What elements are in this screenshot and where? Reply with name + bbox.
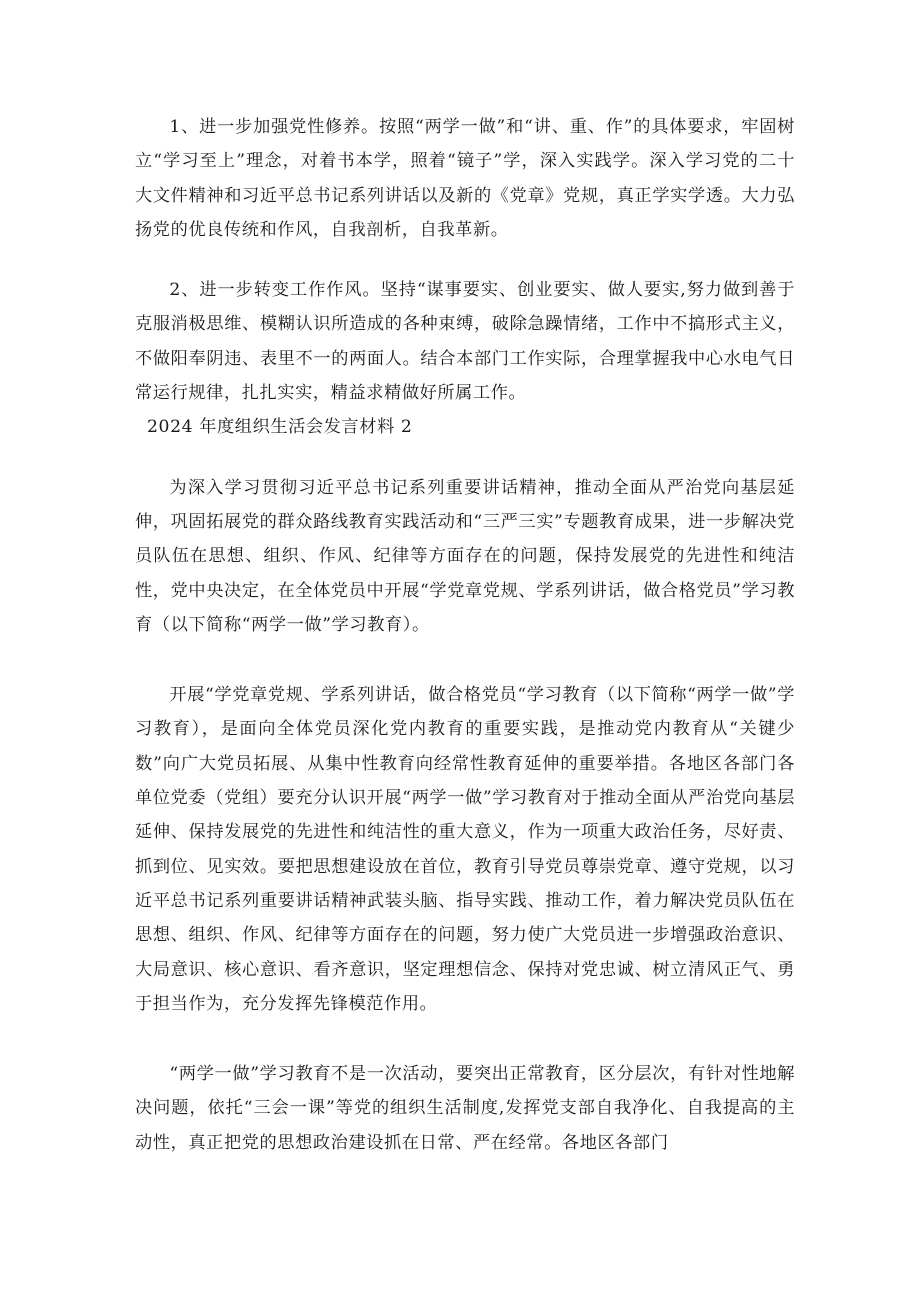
paragraph-4: 开展“学党章党规、学系列讲话，做合格党员“学习教育（以下简称“两学一做”学习教育），是面向全体党员深化党内教育的重要实践，是推动党内教育从“关键少数”向广大党员拓展、从集中性教育向经常性教育延伸的重要举措。各地区各部门各单位党委（党组）要充分认识开展“两学一做”学习教育对于推动全面从严治党向基层延伸、保持发展党的先进性和纯洁性的重大意义，作为一项重大政治任务，尽好责、抓到位、见实效。要把思想建设放在首位，教育引导党员尊崇党章、遵守党规，以习近平总书记系列重要讲话精神武装头脑、指导实践、推动工作，着力解决党员队伍在思想、组织、作风、纪律等方面存在的问题，努力使广大党员进一步增强政治意识、大局意识、核心意识、看齐意识，坚定理想信念、保持对党忠诚、树立清风正气、勇于担当作为，充分发挥先锋模范作用。 — [135, 685, 795, 1014]
spacer — [135, 1021, 795, 1057]
section-heading: 2024 年度组织生活会发言材料 2 — [147, 417, 413, 438]
paragraph-5: “两学一做”学习教育不是一次活动，要突出正常教育，区分层次，有针对性地解决问题，依托“三会一课”等党的组织生活制度,发挥党支部自我净化、自我提高的主动性，真正把党的思想政治建设抓在日常、严在经常。各地区各部门 — [135, 1064, 795, 1153]
document-page — [135, 110, 795, 1160]
spacer — [135, 445, 795, 471]
paragraph-3: 为深入学习贯彻习近平总书记系列重要讲话精神，推动全面从严治党向基层延伸，巩固拓展党的群众路线教育实践活动和“三严三实”专题教育成果，进一步解决党员队伍在思想、组织、作风、纪律等方面存在的问题，保持发展党的先进性和纯洁性，党中央决定，在全体党员中开展“学党章党规、学系列讲话，做合格党员”学习教育（以下简称“两学一做”学习教育）。 — [135, 477, 795, 635]
spacer — [135, 247, 795, 273]
spacer — [135, 642, 795, 678]
paragraph-2: 2、进一步转变工作作风。坚持“谋事要实、创业要实、做人要实,努力做到善于克服消极思维、模糊认识所造成的各种束缚，破除急躁情绪，工作中不搞形式主义，不做阳奉阴违、表里不一的两面人。结合本部门工作实际，合理掌握我中心水电气日常运行规律，扎扎实实，精益求精做好所属工作。 — [135, 280, 795, 404]
paragraph-1: 1、进一步加强党性修养。按照“两学一做”和“讲、重、作”的具体要求，牢固树立“学习至上”理念，对着书本学，照着“镜子”学，深入实践学。深入学习党的二十大文件精神和习近平总书记系列讲话以及新的《党章》党规，真正学实学透。大力弘扬党的优良传统和作风，自我剖析，自我革新。 — [135, 117, 795, 240]
